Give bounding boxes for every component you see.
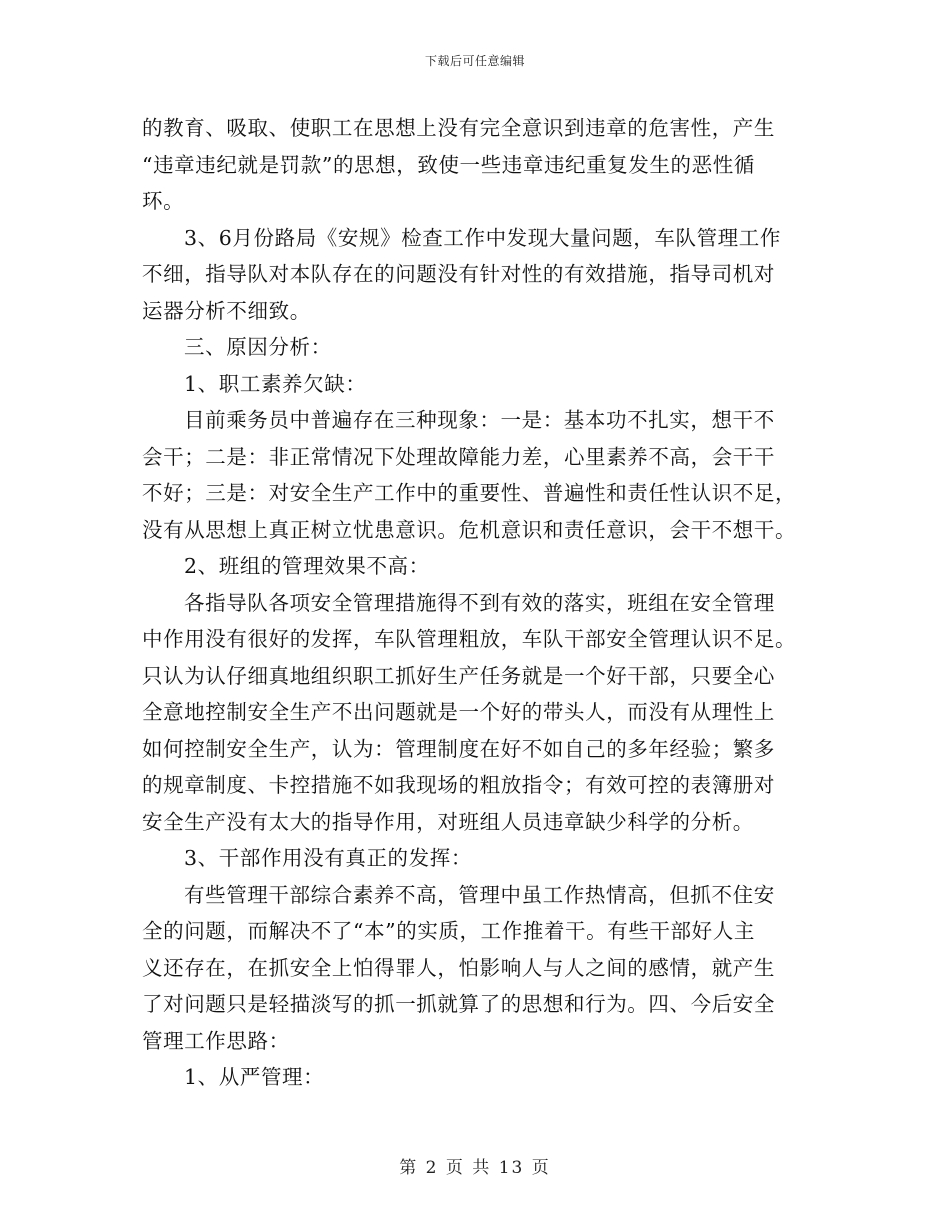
text-line: 全的问题，而解决不了“本”的实质，工作推着干。有些干部好人主 bbox=[142, 919, 755, 943]
text-line: 不好；三是：对安全生产工作中的重要性、普遍性和责任性认识不足， bbox=[142, 481, 797, 505]
text-line: 中作用没有很好的发挥，车队管理粗放，车队干部安全管理认识不足。 bbox=[142, 627, 797, 651]
text-line: 如何控制安全生产，认为：管理制度在好不如自己的多年经验；繁多 bbox=[142, 736, 775, 761]
text-line: “违章违纪就是罚款”的思想，致使一些违章违纪重复发生的恶性循 bbox=[142, 152, 755, 177]
paragraph-start-line: 有些管理干部综合素养不高，管理中虽工作热情高，但抓不住安 bbox=[184, 882, 775, 907]
text-line: 环。 bbox=[142, 189, 185, 213]
text-line: 没有从思想上真正树立忧患意识。危机意识和责任意识，会干不想干。 bbox=[142, 517, 797, 542]
paragraph-start-line: 各指导队各项安全管理措施得不到有效的落实，班组在安全管理 bbox=[184, 590, 775, 615]
text-line: 安全生产没有太大的指导作用，对班组人员违章缺少科学的分析。 bbox=[142, 809, 754, 834]
paragraph-start-line: 目前乘务员中普遍存在三种现象：一是：基本功不扎实，想干不 bbox=[184, 408, 775, 432]
paragraph-start-line: 3、6月份路局《安规》检查工作中发现大量问题，车队管理工作 bbox=[184, 225, 781, 250]
text-line: 的教育、吸取、使职工在思想上没有完全意识到违章的危害性，产生 bbox=[142, 116, 775, 140]
subsection-heading: 2、班组的管理效果不高： bbox=[184, 554, 430, 578]
text-line: 会干；二是：非正常情况下处理故障能力差，心里素养不高，会干干 bbox=[142, 444, 775, 469]
subsection-heading: 1、职工素养欠缺： bbox=[184, 371, 367, 396]
text-line: 的规章制度、卡控措施不如我现场的粗放指令；有效可控的表簿册对 bbox=[142, 773, 775, 797]
subsection-heading: 3、干部作用没有真正的发挥： bbox=[184, 846, 472, 870]
text-line: 全意地控制安全生产不出问题就是一个好的带头人，而没有从理性上 bbox=[142, 700, 775, 724]
section-heading: 三、原因分析： bbox=[184, 335, 332, 359]
text-line: 不细，指导队对本队存在的问题没有针对性的有效措施，指导司机对 bbox=[142, 262, 775, 286]
text-line: 了对问题只是轻描淡写的抓一抓就算了的思想和行为。四、今后安全 bbox=[142, 992, 775, 1016]
page-footer: 第 2 页 共 13 页 bbox=[399, 1158, 551, 1178]
text-line: 义还存在，在抓安全上怕得罪人，怕影响人与人之间的感情，就产生 bbox=[142, 955, 775, 980]
subsection-heading: 1、从严管理： bbox=[184, 1065, 325, 1089]
document-body bbox=[142, 110, 810, 1096]
text-line: 只认为认仔细真地组织职工抓好生产任务就是一个好干部，只要全心 bbox=[142, 663, 775, 688]
page-header: 下载后可任意编辑 bbox=[424, 54, 525, 68]
text-line: 管理工作思路： bbox=[142, 1028, 290, 1053]
text-line: 运器分析不细致。 bbox=[142, 298, 311, 323]
